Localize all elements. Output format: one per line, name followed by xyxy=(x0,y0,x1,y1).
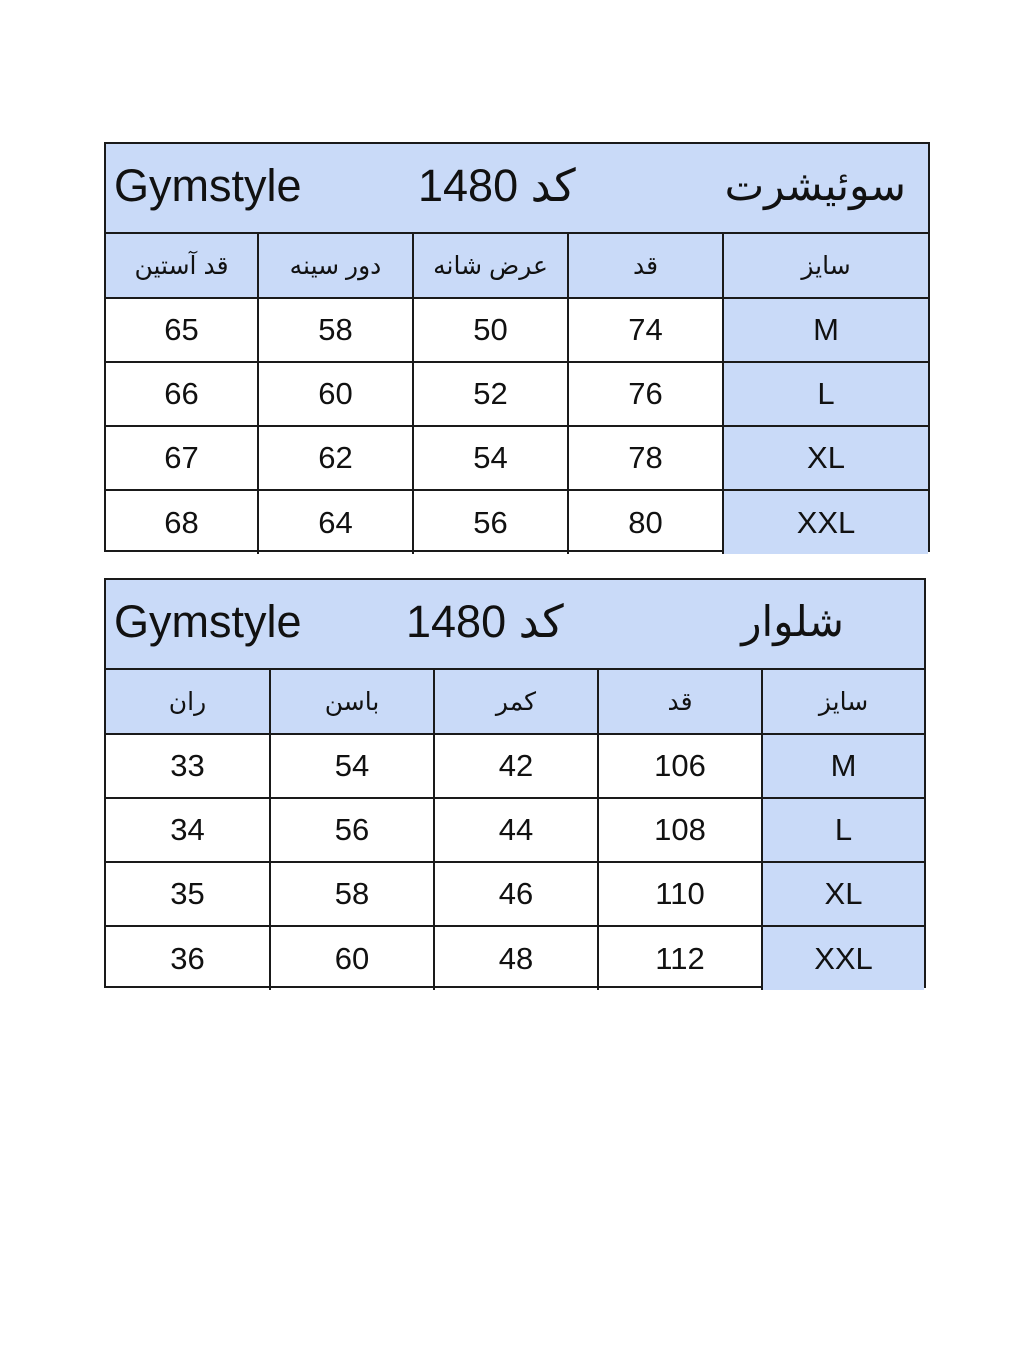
brand-name: Gymstyle xyxy=(114,596,302,647)
table-cell: 80 xyxy=(568,490,723,554)
size-table xyxy=(106,670,924,990)
table-cell: 64 xyxy=(258,490,413,554)
header-shoulder-width: عرض شانه xyxy=(413,234,568,298)
pants-size-chart xyxy=(104,578,926,988)
brand-name: Gymstyle xyxy=(114,160,302,211)
size-cell: XL xyxy=(723,426,928,490)
size-cell: M xyxy=(762,734,924,798)
table-cell: 65 xyxy=(106,298,258,362)
table-cell: 46 xyxy=(434,862,598,926)
table-cell: 76 xyxy=(568,362,723,426)
table-row xyxy=(106,362,928,426)
table-cell: 50 xyxy=(413,298,568,362)
header-length: قد xyxy=(568,234,723,298)
table-header-row xyxy=(106,670,924,734)
table-cell: 62 xyxy=(258,426,413,490)
table-row xyxy=(106,798,924,862)
header-size: سایز xyxy=(762,670,924,734)
table-cell: 58 xyxy=(270,862,434,926)
size-cell: M xyxy=(723,298,928,362)
table-cell: 44 xyxy=(434,798,598,862)
table-row xyxy=(106,426,928,490)
header-thigh: ران xyxy=(106,670,270,734)
table-cell: 60 xyxy=(270,926,434,990)
header-size: سایز xyxy=(723,234,928,298)
size-cell: L xyxy=(762,798,924,862)
table-cell: 56 xyxy=(413,490,568,554)
header-hip: باسن xyxy=(270,670,434,734)
product-code: کد 1480 xyxy=(406,596,564,647)
header-sleeve-length: قد آستین xyxy=(106,234,258,298)
hoodie-size-chart xyxy=(104,142,930,552)
size-cell: L xyxy=(723,362,928,426)
table-cell: 56 xyxy=(270,798,434,862)
table-cell: 67 xyxy=(106,426,258,490)
table-cell: 52 xyxy=(413,362,568,426)
product-code: کد 1480 xyxy=(418,160,576,211)
table-cell: 108 xyxy=(598,798,762,862)
table-cell: 34 xyxy=(106,798,270,862)
chart-title-row xyxy=(106,144,928,234)
header-chest: دور سینه xyxy=(258,234,413,298)
table-cell: 33 xyxy=(106,734,270,798)
chart-title-row xyxy=(106,580,924,670)
table-cell: 36 xyxy=(106,926,270,990)
product-name: سوئیشرت xyxy=(724,162,906,209)
size-cell: XXL xyxy=(762,926,924,990)
size-cell: XL xyxy=(762,862,924,926)
table-cell: 54 xyxy=(413,426,568,490)
table-cell: 58 xyxy=(258,298,413,362)
table-cell: 110 xyxy=(598,862,762,926)
size-cell: XXL xyxy=(723,490,928,554)
table-cell: 54 xyxy=(270,734,434,798)
table-row xyxy=(106,862,924,926)
table-cell: 66 xyxy=(106,362,258,426)
table-cell: 78 xyxy=(568,426,723,490)
size-table xyxy=(106,234,928,554)
table-row xyxy=(106,298,928,362)
table-cell: 112 xyxy=(598,926,762,990)
table-cell: 74 xyxy=(568,298,723,362)
table-cell: 35 xyxy=(106,862,270,926)
table-cell: 48 xyxy=(434,926,598,990)
table-cell: 42 xyxy=(434,734,598,798)
table-row xyxy=(106,926,924,990)
table-row xyxy=(106,490,928,554)
table-row xyxy=(106,734,924,798)
table-cell: 68 xyxy=(106,490,258,554)
table-cell: 106 xyxy=(598,734,762,798)
table-header-row xyxy=(106,234,928,298)
header-waist: کمر xyxy=(434,670,598,734)
product-name: شلوار xyxy=(741,598,844,645)
header-length: قد xyxy=(598,670,762,734)
table-cell: 60 xyxy=(258,362,413,426)
